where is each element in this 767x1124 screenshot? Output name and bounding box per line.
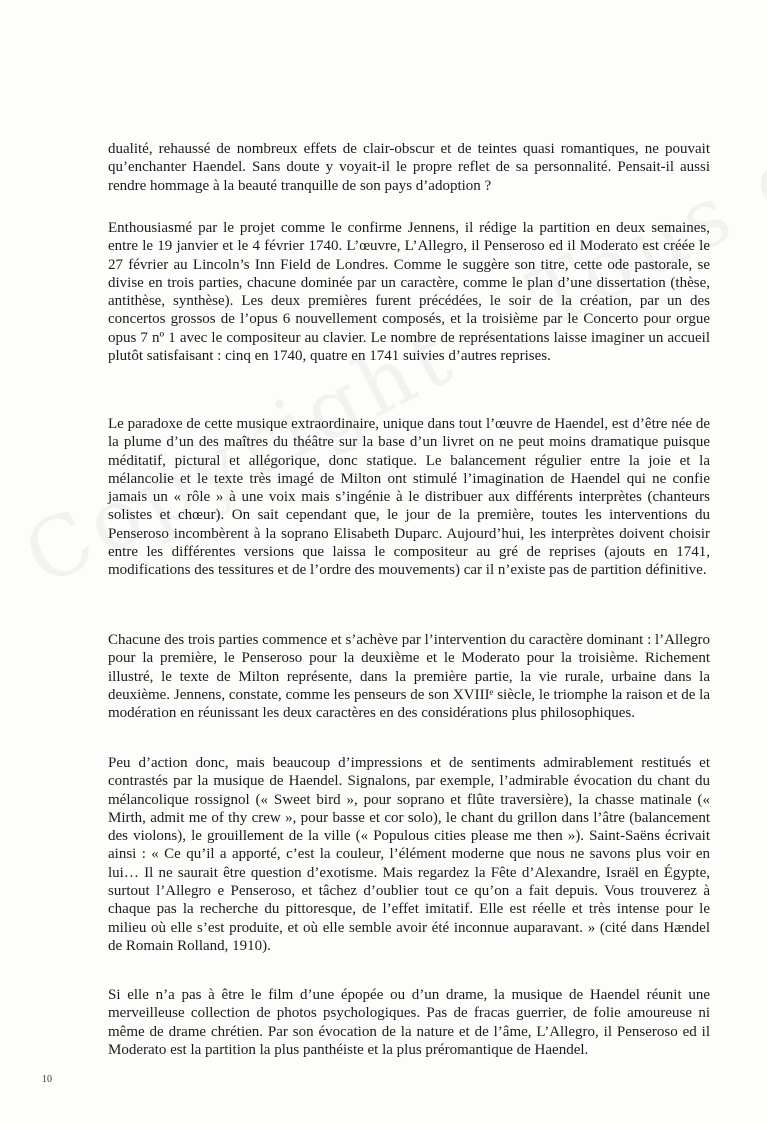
paragraph-text: dualité, rehaussé de nombreux effets de clair-obscur et de teintes quasi romantiques, ne pouvait qu’enchanter Haendel. Sans doute y voyait-il le propre reflet de sa personnalité. Pensait-il aussi rendre hommage à la beauté tranquille de son pays d’adoption ? (108, 141, 710, 194)
body-paragraph (108, 140, 710, 195)
paragraph-text: Enthousiasmé par le projet comme le confirme Jennens, il rédige la partition en deux semaines, entre le 19 janvier et le 4 février 1740. L’œuvre, L’Allegro, il Penseroso ed il Moderato est créée le 27 février au Lincoln’s Inn Field de Londres. Comme le suggère son titre, cette ode pastorale, se divise en trois parties, chacune dominée par un caractère, comme le plan d’une dissertation (thèse, antithèse, synthèse). Les deux premières furent précédées, le soir de la création, par un des concertos grossos de l’opus 6 nouvellement composés, et la troisième par le Concerto pour orgue opus 7 nº 1 avec le compositeur au clavier. Le nombre de représentations laisse imaginer un accueil plutôt satisfaisant : cinq en 1740, quatre en 1741 suivies d’autres reprises. (108, 220, 710, 365)
paragraph-text: Chacune des trois parties commence et s’achève par l’intervention du caractère dominant : l’Allegro pour la première, le Penseroso pour la deuxième et le Moderato pour la troisième. Richement illustré, le texte de Milton représente, dans la première partie, la vie rurale, urbaine dans la deuxième. Jennens, constate, comme les penseurs de son XVIIIᵉ siècle, le triomphe la raison et de la modération en réunissant les deux caractères en des considérations plus philosophiques. (108, 632, 710, 722)
paragraph-text: Si elle n’a pas à être le film d’une épopée ou d’un drame, la musique de Haendel réunit une merveilleuse collection de photos psychologiques. Pas de fracas guerrier, de folie amoureuse ni même de drame chrétien. Par son évocation de la nature et de l’âme, L’Allegro, il Penseroso ed il Moderato est la partition la plus panthéiste et la plus préromantique de Haendel. (108, 987, 710, 1058)
body-paragraph (108, 415, 710, 580)
body-paragraph (108, 986, 710, 1059)
body-paragraph (108, 631, 710, 722)
paragraph-text: Peu d’action donc, mais beaucoup d’impressions et de sentiments admirablement restitués et contrastés par la musique de Haendel. Signalons, par exemple, l’admirable évocation du chant du mélancolique rossignol (« Sweet bird », pour soprano et flûte traversière), la chasse matinale (« Mirth, admit me of thy crew », pour basse et cor solo), le chant du grillon dans l’âtre (balancement des violons), le grouillement de la ville (« Populous cities please me then »). Saint-Saëns écrivait ainsi : « Ce qu’il a apporté, c’est la couleur, l’élément moderne que nous ne savons plus voir en lui… Il ne saurait être question d’exotisme. Mais regardez la Fête d’Alexandre, Israël en Égypte, surtout l’Allegro e Penseroso, et tâchez d’oublier tout ce qu’on a fait depuis. Vous trouverez à chaque pas la recherche du pittoresque, de l’effet imitatif. Elle est réelle et très intense pour le milieu où elle s’est produite, et où elle semble avoir été inconnue auparavant. » (cité dans Hændel de Romain Rolland, 1910). (108, 755, 710, 954)
paragraph-text: Le paradoxe de cette musique extraordinaire, unique dans tout l’œuvre de Haendel, est d’être née de la plume d’un des maîtres du théâtre sur la base d’un livret on ne peut moins dramatique puisque méditatif, pictural et allégorique, donc statique. Le balancement régulier entre la joie et la mélancolie et le texte très imagé de Milton ont stimulé l’imagination de Haendel qui ne confie jamais un « rôle » à une voix mais s’ingénie à le distribuer aux différents interprètes (chanteurs solistes et chœur). On sait cependant que, le jour de la première, toutes les interventions du Penseroso incombèrent à la soprano Elisabeth Duparc. Aujourd’hui, les interprètes doivent choisir entre les différentes versions que laissa le compositeur au gré de reprises (ajouts en 1741, modifications des tessitures et de l’ordre des mouvements) car il n’existe pas de partition définitive. (108, 416, 710, 579)
body-paragraph (108, 219, 710, 365)
body-paragraph (108, 754, 710, 955)
page-number: 10 (42, 1074, 52, 1085)
